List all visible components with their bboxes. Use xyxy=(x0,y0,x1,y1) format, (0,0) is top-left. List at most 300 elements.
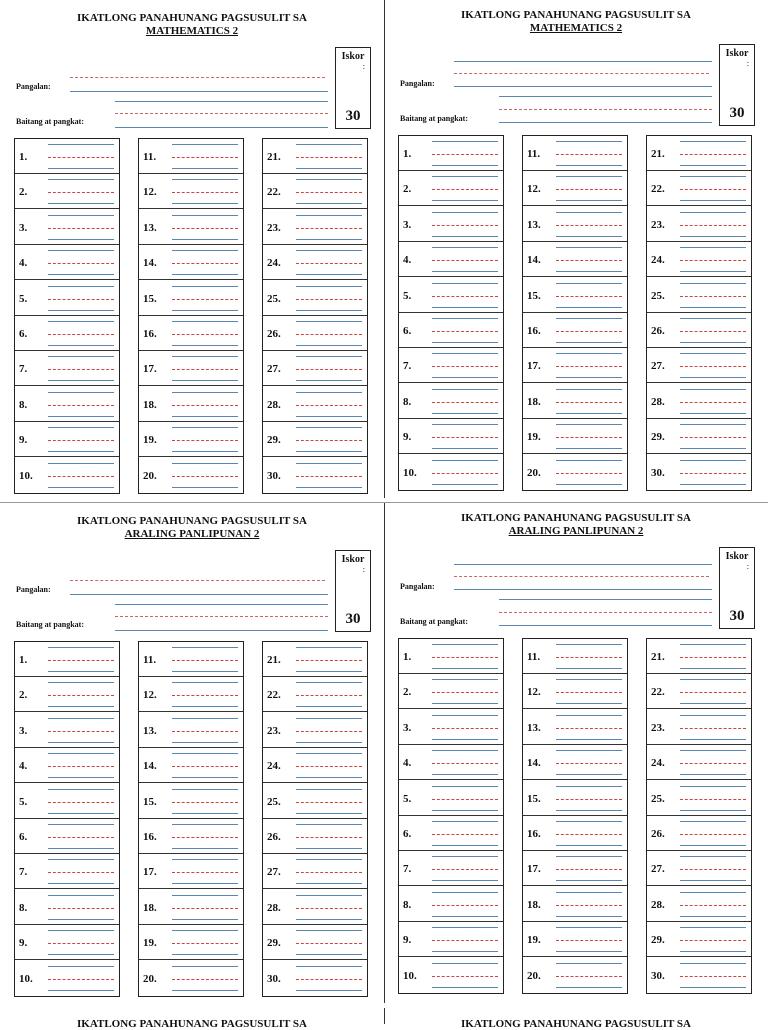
item-number: 21. xyxy=(651,651,665,663)
answer-row[interactable] xyxy=(647,136,751,171)
answer-sheet xyxy=(384,500,768,1005)
answer-line-bottom xyxy=(680,200,746,201)
answer-row[interactable] xyxy=(399,419,503,454)
sheet-title xyxy=(0,12,384,38)
answer-row[interactable] xyxy=(263,819,367,854)
answer-line-dashed xyxy=(556,834,622,835)
answer-line-top xyxy=(48,718,114,719)
score-label: Iskor xyxy=(341,51,365,62)
answer-row[interactable] xyxy=(647,207,751,242)
answer-row[interactable] xyxy=(139,819,243,854)
answer-row[interactable] xyxy=(263,713,367,748)
answer-row[interactable] xyxy=(523,745,627,780)
subject-title: ARALING PANLIPUNAN 2 xyxy=(124,528,260,540)
answer-row[interactable] xyxy=(139,642,243,677)
answer-line-dashed xyxy=(680,473,746,474)
answer-line-dashed xyxy=(556,225,622,226)
answer-row[interactable] xyxy=(523,781,627,816)
answer-line-bottom xyxy=(296,706,362,707)
answer-row[interactable] xyxy=(647,242,751,277)
answer-row[interactable] xyxy=(647,816,751,851)
item-number: 22. xyxy=(267,689,281,702)
answer-line-dashed xyxy=(432,366,498,367)
answer-line-bottom xyxy=(432,774,498,775)
answer-row[interactable] xyxy=(263,784,367,819)
answer-row[interactable] xyxy=(139,174,243,209)
answer-line-dashed xyxy=(432,728,498,729)
item-number: 21. xyxy=(651,148,665,160)
sheet-title xyxy=(384,9,768,35)
answer-row[interactable] xyxy=(399,171,503,206)
answer-row[interactable] xyxy=(647,887,751,922)
item-number: 11. xyxy=(527,148,541,160)
name-line-lower[interactable] xyxy=(115,604,328,605)
name-line-dashed[interactable] xyxy=(70,77,325,78)
answer-line-top xyxy=(432,283,498,284)
answer-row[interactable] xyxy=(139,458,243,493)
answer-line-top xyxy=(680,212,746,213)
answer-line-top xyxy=(680,856,746,857)
answer-row[interactable] xyxy=(139,316,243,351)
answer-line-bottom xyxy=(556,668,622,669)
item-number: 17. xyxy=(527,863,541,876)
exam-title: IKATLONG PANAHUNANG PAGSUSULIT SA xyxy=(77,515,307,527)
answer-row[interactable] xyxy=(523,922,627,957)
answer-line-dashed xyxy=(296,334,362,335)
answer-line-dashed xyxy=(432,976,498,977)
answer-line-bottom xyxy=(172,883,238,884)
name-line-dashed[interactable] xyxy=(454,576,709,577)
answer-row[interactable] xyxy=(139,281,243,316)
answer-line-top xyxy=(432,460,498,461)
answer-line-bottom xyxy=(172,416,238,417)
answer-line-bottom xyxy=(556,307,622,308)
name-line-lower[interactable] xyxy=(115,101,328,102)
answer-row[interactable] xyxy=(399,887,503,922)
answer-line-dashed xyxy=(48,299,114,300)
answer-line-dashed xyxy=(680,331,746,332)
answer-row[interactable] xyxy=(647,781,751,816)
answer-row[interactable] xyxy=(263,387,367,422)
grade-line[interactable] xyxy=(115,127,328,128)
answer-row[interactable] xyxy=(523,207,627,242)
answer-line-dashed xyxy=(680,296,746,297)
answer-line-top xyxy=(680,353,746,354)
score-label: Iskor xyxy=(725,48,749,59)
answer-row[interactable] xyxy=(139,139,243,174)
answer-row[interactable] xyxy=(139,245,243,280)
answer-row[interactable] xyxy=(399,674,503,709)
answer-line-dashed xyxy=(680,657,746,658)
answer-line-bottom xyxy=(48,954,114,955)
answer-row[interactable] xyxy=(647,384,751,419)
answer-row[interactable] xyxy=(399,851,503,886)
item-number: 2. xyxy=(19,689,28,702)
answer-row[interactable] xyxy=(263,210,367,245)
answer-line-dashed xyxy=(680,260,746,261)
grade-line[interactable] xyxy=(115,630,328,631)
answer-line-top xyxy=(48,463,114,464)
answer-row[interactable] xyxy=(263,677,367,712)
name-line[interactable] xyxy=(454,589,712,590)
answer-line-bottom xyxy=(680,951,746,952)
answer-row[interactable] xyxy=(15,925,119,960)
name-line[interactable] xyxy=(70,91,328,92)
answer-line-bottom xyxy=(432,413,498,414)
answer-row[interactable] xyxy=(263,925,367,960)
answer-column xyxy=(398,135,504,491)
item-number: 7. xyxy=(403,360,412,373)
answer-line-dashed xyxy=(680,437,746,438)
answer-line-dashed xyxy=(680,799,746,800)
answer-line-dashed xyxy=(48,766,114,767)
name-line-dashed[interactable] xyxy=(70,580,325,581)
item-number: 8. xyxy=(19,398,28,411)
answer-line-top xyxy=(680,247,746,248)
answer-row[interactable] xyxy=(15,713,119,748)
answer-row[interactable] xyxy=(263,422,367,457)
name-line-upper[interactable] xyxy=(454,61,712,62)
answer-row[interactable] xyxy=(15,351,119,386)
answer-row[interactable] xyxy=(399,745,503,780)
answer-row[interactable] xyxy=(647,851,751,886)
answer-row[interactable] xyxy=(263,854,367,889)
answer-line-top xyxy=(680,715,746,716)
answer-row[interactable] xyxy=(647,278,751,313)
answer-line-top xyxy=(296,966,362,967)
answer-line-top xyxy=(556,247,622,248)
answer-row[interactable] xyxy=(263,281,367,316)
item-number: 19. xyxy=(143,434,157,447)
answer-line-bottom xyxy=(172,451,238,452)
answer-row[interactable] xyxy=(523,674,627,709)
answer-row[interactable] xyxy=(15,890,119,925)
answer-row[interactable] xyxy=(523,710,627,745)
answer-row[interactable] xyxy=(647,313,751,348)
answer-line-dashed xyxy=(432,940,498,941)
answer-row[interactable] xyxy=(399,455,503,490)
answer-line-dashed xyxy=(432,296,498,297)
answer-row[interactable] xyxy=(139,961,243,996)
answer-row[interactable] xyxy=(263,458,367,493)
answer-row[interactable] xyxy=(399,958,503,993)
item-number: 25. xyxy=(651,792,665,805)
score-colon: : xyxy=(746,562,749,571)
answer-line-dashed xyxy=(172,731,238,732)
answer-row[interactable] xyxy=(399,384,503,419)
answer-row[interactable] xyxy=(399,313,503,348)
answer-row[interactable] xyxy=(399,922,503,957)
answer-line-dashed xyxy=(556,331,622,332)
item-number: 26. xyxy=(651,828,665,840)
item-number: 26. xyxy=(267,831,281,843)
answer-row[interactable] xyxy=(399,781,503,816)
answer-line-dashed xyxy=(172,263,238,264)
answer-row[interactable] xyxy=(647,639,751,674)
answer-line-top xyxy=(556,460,622,461)
answer-row[interactable] xyxy=(647,958,751,993)
answer-line-top xyxy=(172,789,238,790)
answer-row[interactable] xyxy=(523,958,627,993)
answer-row[interactable] xyxy=(15,854,119,889)
item-number: 16. xyxy=(143,328,157,340)
answer-row[interactable] xyxy=(15,748,119,783)
answer-line-bottom xyxy=(556,987,622,988)
item-number: 16. xyxy=(527,828,541,840)
answer-line-dashed xyxy=(48,695,114,696)
answer-line-dashed xyxy=(296,943,362,944)
item-number: 14. xyxy=(143,760,157,773)
answer-row[interactable] xyxy=(399,816,503,851)
subject-title: ARALING PANLIPUNAN 2 xyxy=(508,525,644,537)
grade-section-label: Baitang at pangkat: xyxy=(16,620,85,629)
answer-row[interactable] xyxy=(523,639,627,674)
answer-row[interactable] xyxy=(399,136,503,171)
answer-line-dashed xyxy=(680,869,746,870)
answer-row[interactable] xyxy=(139,748,243,783)
answer-line-bottom xyxy=(680,413,746,414)
answer-row[interactable] xyxy=(263,642,367,677)
answer-line-top xyxy=(432,892,498,893)
answer-line-dashed xyxy=(680,834,746,835)
answer-row[interactable] xyxy=(139,854,243,889)
answer-line-top xyxy=(296,718,362,719)
answer-line-top xyxy=(48,250,114,251)
answer-row[interactable] xyxy=(399,207,503,242)
answer-line-dashed xyxy=(172,192,238,193)
answer-row[interactable] xyxy=(399,348,503,383)
answer-line-bottom xyxy=(680,271,746,272)
answer-line-top xyxy=(432,141,498,142)
name-label: Pangalan: xyxy=(400,582,435,591)
answer-row[interactable] xyxy=(15,316,119,351)
answer-line-top xyxy=(556,715,622,716)
answer-row[interactable] xyxy=(523,242,627,277)
answer-line-bottom xyxy=(172,239,238,240)
answer-line-bottom xyxy=(172,380,238,381)
score-box xyxy=(335,550,371,632)
answer-row[interactable] xyxy=(263,961,367,996)
answer-line-dashed xyxy=(432,189,498,190)
answer-line-dashed xyxy=(172,405,238,406)
answer-line-dashed xyxy=(172,979,238,980)
answer-row[interactable] xyxy=(139,890,243,925)
answer-row[interactable] xyxy=(15,281,119,316)
exam-title: IKATLONG PANAHUNANG PAGSUSULIT SA xyxy=(77,12,307,24)
grade-line-dashed[interactable] xyxy=(115,616,328,617)
answer-row[interactable] xyxy=(263,316,367,351)
answer-line-dashed xyxy=(172,802,238,803)
name-label: Pangalan: xyxy=(400,79,435,88)
answer-row[interactable] xyxy=(647,455,751,490)
answer-row[interactable] xyxy=(139,784,243,819)
item-number: 18. xyxy=(143,901,157,914)
answer-row[interactable] xyxy=(15,210,119,245)
name-line-dashed[interactable] xyxy=(454,73,709,74)
item-number: 22. xyxy=(651,686,665,699)
name-line-upper[interactable] xyxy=(454,564,712,565)
exam-title: IKATLONG PANAHUNANG PAGSUSULIT SA xyxy=(461,9,691,21)
answer-line-bottom xyxy=(432,307,498,308)
answer-row[interactable] xyxy=(263,351,367,386)
answer-line-top xyxy=(172,647,238,648)
answer-line-bottom xyxy=(680,845,746,846)
answer-line-dashed xyxy=(48,476,114,477)
answer-row[interactable] xyxy=(399,242,503,277)
answer-line-dashed xyxy=(432,657,498,658)
answer-row[interactable] xyxy=(139,713,243,748)
answer-row[interactable] xyxy=(399,639,503,674)
answer-row[interactable] xyxy=(647,348,751,383)
answer-row[interactable] xyxy=(647,745,751,780)
answer-row[interactable] xyxy=(15,387,119,422)
item-number: 16. xyxy=(143,831,157,843)
answer-row[interactable] xyxy=(263,174,367,209)
answer-line-top xyxy=(680,389,746,390)
answer-row[interactable] xyxy=(399,710,503,745)
answer-line-dashed xyxy=(432,154,498,155)
item-number: 11. xyxy=(143,654,157,666)
answer-row[interactable] xyxy=(15,819,119,854)
item-number: 1. xyxy=(403,148,412,160)
answer-row[interactable] xyxy=(647,171,751,206)
answer-line-dashed xyxy=(48,943,114,944)
item-number: 28. xyxy=(267,901,281,914)
item-number: 12. xyxy=(143,689,157,702)
answer-line-bottom xyxy=(48,671,114,672)
answer-row[interactable] xyxy=(263,139,367,174)
answer-line-top xyxy=(680,786,746,787)
name-line[interactable] xyxy=(70,594,328,595)
answer-line-dashed xyxy=(172,440,238,441)
item-number: 9. xyxy=(19,937,28,950)
answer-line-bottom xyxy=(680,307,746,308)
answer-line-bottom xyxy=(296,848,362,849)
answer-row[interactable] xyxy=(523,278,627,313)
answer-line-dashed xyxy=(296,157,362,158)
answer-line-dashed xyxy=(680,763,746,764)
answer-line-top xyxy=(48,966,114,967)
answer-line-top xyxy=(172,824,238,825)
name-line-lower[interactable] xyxy=(499,96,712,97)
answer-row[interactable] xyxy=(139,387,243,422)
answer-line-bottom xyxy=(172,345,238,346)
answer-line-top xyxy=(680,283,746,284)
answer-row[interactable] xyxy=(523,384,627,419)
answer-row[interactable] xyxy=(139,677,243,712)
grade-line-dashed[interactable] xyxy=(115,113,328,114)
answer-row[interactable] xyxy=(399,278,503,313)
answer-row[interactable] xyxy=(15,139,119,174)
answer-line-bottom xyxy=(296,919,362,920)
answer-row[interactable] xyxy=(15,174,119,209)
grade-line[interactable] xyxy=(499,122,712,123)
name-line[interactable] xyxy=(454,86,712,87)
item-number: 2. xyxy=(403,686,412,699)
answer-row[interactable] xyxy=(15,677,119,712)
answer-line-bottom xyxy=(432,448,498,449)
answer-row[interactable] xyxy=(523,816,627,851)
answer-row[interactable] xyxy=(139,351,243,386)
answer-row[interactable] xyxy=(139,210,243,245)
answer-row[interactable] xyxy=(647,710,751,745)
answer-line-dashed xyxy=(172,837,238,838)
answer-line-top xyxy=(556,283,622,284)
answer-row[interactable] xyxy=(523,455,627,490)
name-line-lower[interactable] xyxy=(499,599,712,600)
answer-line-dashed xyxy=(172,334,238,335)
answer-row[interactable] xyxy=(523,887,627,922)
answer-row[interactable] xyxy=(15,458,119,493)
answer-line-dashed xyxy=(556,940,622,941)
answer-line-dashed xyxy=(48,157,114,158)
answer-row[interactable] xyxy=(15,961,119,996)
answer-row[interactable] xyxy=(263,245,367,280)
item-number: 5. xyxy=(403,289,412,302)
answer-line-bottom xyxy=(48,777,114,778)
item-number: 15. xyxy=(527,792,541,805)
item-number: 14. xyxy=(527,254,541,267)
item-number: 20. xyxy=(527,969,541,982)
answer-row[interactable] xyxy=(523,419,627,454)
answer-line-bottom xyxy=(432,810,498,811)
answer-line-dashed xyxy=(680,366,746,367)
answer-row[interactable] xyxy=(15,245,119,280)
answer-row[interactable] xyxy=(263,890,367,925)
answer-line-top xyxy=(172,859,238,860)
item-number: 9. xyxy=(403,934,412,947)
answer-column xyxy=(646,638,752,994)
answer-row[interactable] xyxy=(523,136,627,171)
answer-line-bottom xyxy=(172,813,238,814)
answer-line-bottom xyxy=(680,165,746,166)
item-number: 15. xyxy=(143,795,157,808)
answer-column xyxy=(138,641,244,997)
answer-row[interactable] xyxy=(523,851,627,886)
answer-row[interactable] xyxy=(139,925,243,960)
answer-row[interactable] xyxy=(647,674,751,709)
answer-line-dashed xyxy=(172,228,238,229)
answer-row[interactable] xyxy=(15,784,119,819)
answer-row[interactable] xyxy=(263,748,367,783)
answer-line-dashed xyxy=(556,402,622,403)
answer-sheet xyxy=(0,503,384,1008)
item-number: 25. xyxy=(651,289,665,302)
answer-line-dashed xyxy=(48,872,114,873)
grade-line-dashed[interactable] xyxy=(499,109,712,110)
answer-line-dashed xyxy=(172,695,238,696)
answer-row[interactable] xyxy=(523,171,627,206)
item-number: 8. xyxy=(403,395,412,408)
answer-row[interactable] xyxy=(15,422,119,457)
answer-row[interactable] xyxy=(647,419,751,454)
answer-line-top xyxy=(296,179,362,180)
item-number: 9. xyxy=(403,431,412,444)
score-total: 30 xyxy=(729,608,745,624)
answer-row[interactable] xyxy=(647,922,751,957)
item-number: 7. xyxy=(19,866,28,879)
answer-row[interactable] xyxy=(523,313,627,348)
grade-line-dashed[interactable] xyxy=(499,612,712,613)
answer-row[interactable] xyxy=(139,422,243,457)
answer-row[interactable] xyxy=(15,642,119,677)
answer-line-bottom xyxy=(556,236,622,237)
answer-line-bottom xyxy=(432,236,498,237)
answer-line-top xyxy=(296,463,362,464)
answer-line-bottom xyxy=(48,345,114,346)
answer-row[interactable] xyxy=(523,348,627,383)
grade-line[interactable] xyxy=(499,625,712,626)
